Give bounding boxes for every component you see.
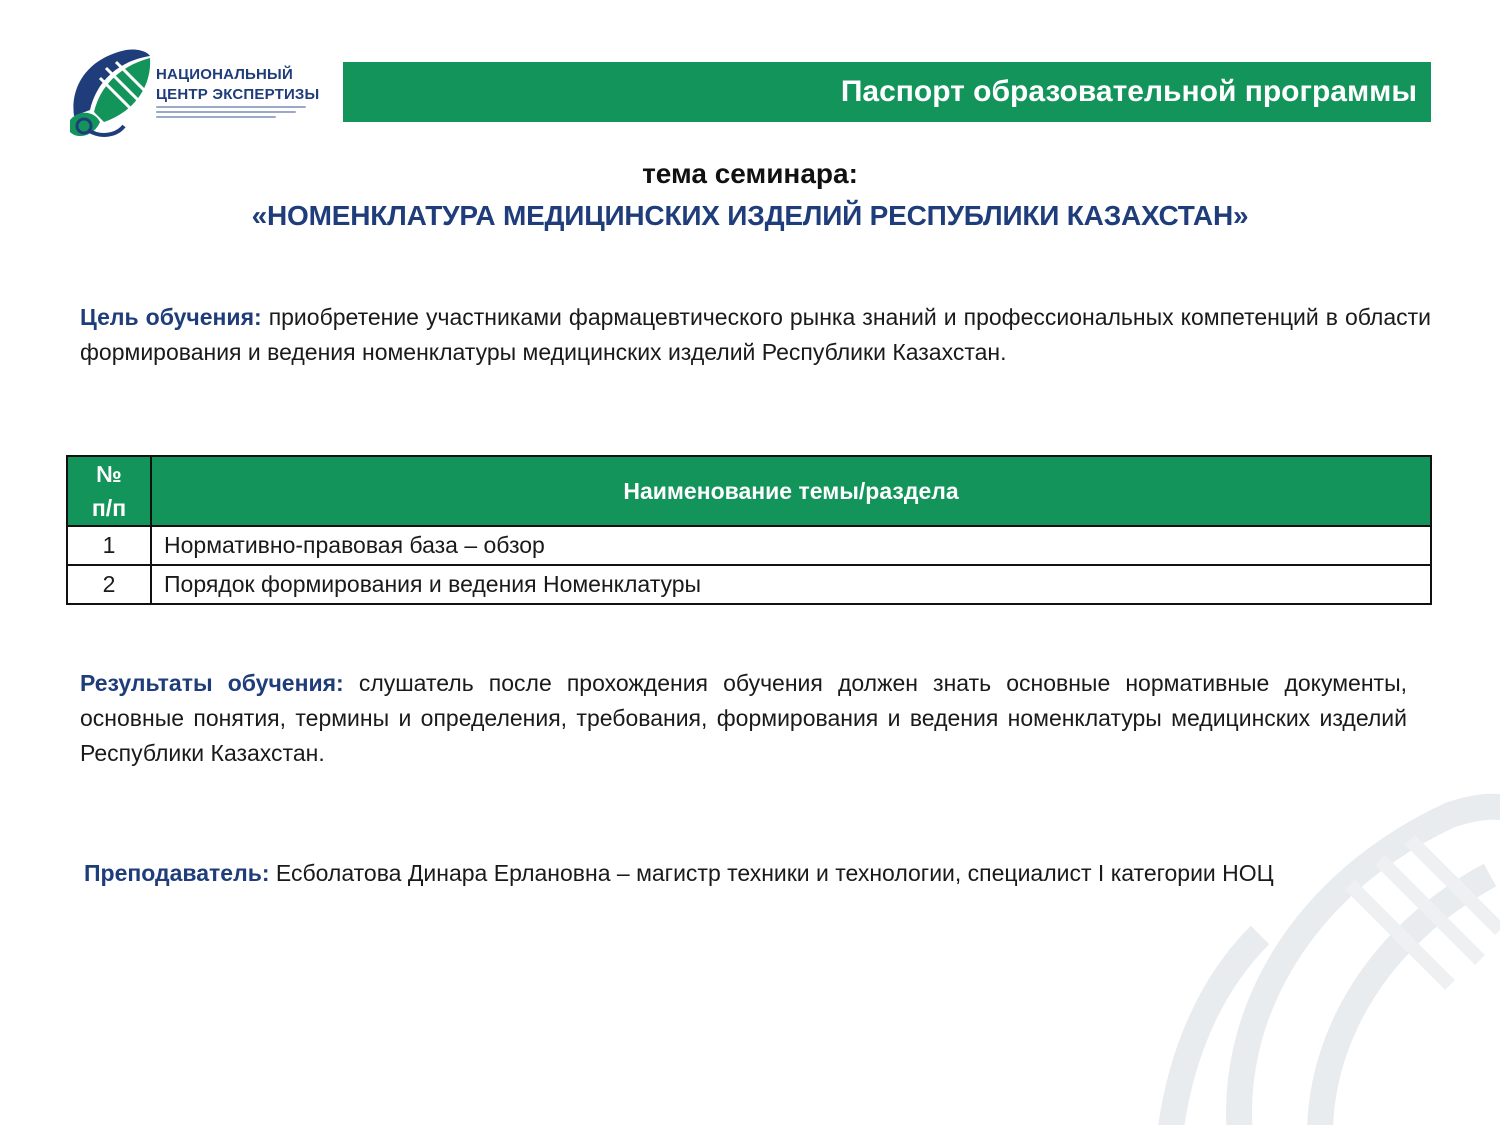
results-label: Результаты обучения: [80,670,344,696]
logo [64,46,324,142]
table-row [67,565,1431,604]
topic-label: тема семинара: [642,158,858,189]
teacher-text: Есболатова Динара Ерлановна – магистр техники и технологии, специалист I категории НОЦ [275,860,1274,886]
row-num: 2 [67,565,151,604]
results-paragraph [80,666,1407,771]
goal-label: Цель обучения: [80,304,262,330]
header-num [67,456,151,526]
table-header-row [67,456,1431,526]
goal-text: приобретение участниками фармацевтического рынка знаний и профессиональных компетенций в области формирования и ведения номенклатуры медицинских изделий Республики Казахстан. [80,304,1432,365]
goal-paragraph [80,300,1431,370]
logo-subtitle-lines [156,106,306,120]
logo-emblem-icon [64,46,154,142]
watermark-emblem-icon [1120,765,1500,1125]
header-num-line-1: № [96,461,122,487]
teacher-label: Преподаватель: [84,860,270,886]
results-text: слушатель после прохождения обучения должен знать основные нормативные документы, основные понятия, термины и определения, требования, формирования и ведения номенклатуры медицинских изделий Республики Казахстан. [80,670,1407,766]
row-num: 1 [67,526,151,565]
header-bar [343,62,1431,122]
table-row [67,526,1431,565]
header-name: Наименование темы/раздела [151,456,1431,526]
program-table [66,455,1432,605]
logo-line-2: ЦЕНТР ЭКСПЕРТИЗЫ [156,86,320,103]
row-name: Порядок формирования и ведения Номенклатуры [151,565,1431,604]
row-name: Нормативно-правовая база – обзор [151,526,1431,565]
logo-line-1: НАЦИОНАЛЬНЫЙ [156,66,293,83]
header-num-line-2: п/п [91,495,127,521]
topic-title: «НОМЕНКЛАТУРА МЕДИЦИНСКИХ ИЗДЕЛИЙ РЕСПУБЛИКИ КАЗАХСТАН» [251,200,1249,231]
header-title: Паспорт образовательной программы [840,75,1417,108]
